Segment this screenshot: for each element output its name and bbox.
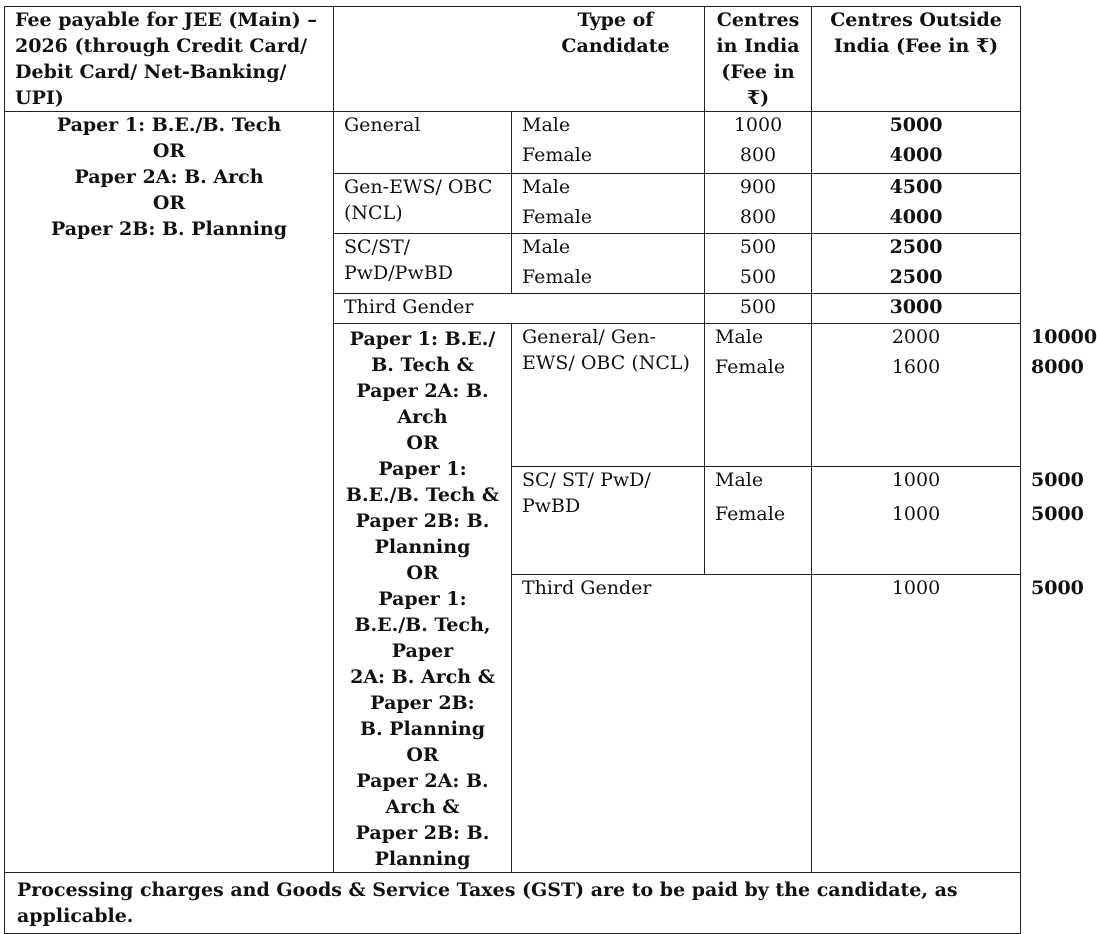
fee-india: 800 [739, 206, 777, 228]
fee-india-cell [705, 174, 812, 234]
paper-line: B. Planning [359, 718, 486, 740]
fee-outside: 4000 [889, 206, 943, 228]
fee-india-cell [705, 112, 812, 174]
fee-india: 500 [739, 266, 777, 288]
gender-male: Male [522, 176, 571, 198]
fee-india: 500 [705, 294, 812, 324]
category-cell: SC/ST/ PwD/PwBD [334, 234, 512, 294]
paper-line: 2A: B. Arch & Paper 2B: [350, 666, 495, 714]
paper-group-1 [5, 112, 334, 873]
category-cell [334, 112, 512, 174]
paper-line: Paper 2A: B. Arch & [356, 770, 489, 818]
header-centres-india: Centres in India (Fee in ₹) [705, 7, 812, 112]
gender-female: Female [522, 144, 593, 166]
fee-table [4, 6, 1097, 934]
gender-female: Female [715, 502, 786, 525]
gender-cell [705, 324, 812, 467]
fee-india: 1000 [891, 468, 941, 491]
paper-line: Paper 2B: B. Planning [50, 218, 288, 240]
paper-line: OR [152, 140, 186, 162]
gender-male: Male [715, 468, 764, 491]
paper-line: Paper 1: B.E./B. Tech [56, 114, 282, 136]
fee-outside: 5000 [889, 114, 943, 136]
gender-cell [512, 112, 705, 174]
category-cell: Gen-EWS/ OBC (NCL) [334, 174, 512, 234]
fee-india: 800 [739, 144, 777, 166]
fee-india: 1600 [891, 356, 941, 378]
paper-line: OR [406, 562, 439, 584]
paper-line: Paper 1: B.E./B. Tech, Paper [354, 588, 491, 662]
gender-female: Female [522, 266, 593, 288]
gender-female: Female [715, 356, 786, 378]
header-centres-outside: Centres Outside India (Fee in ₹) [812, 7, 1021, 112]
fee-outside: 2500 [889, 236, 943, 258]
fee-india: 900 [739, 176, 777, 198]
gender-female: Female [522, 206, 593, 228]
category-cell: SC/ ST/ PwD/ PwBD [512, 466, 705, 574]
fee-outside-cell [812, 112, 1021, 174]
paper-line: OR [152, 192, 186, 214]
category-cell: General/ Gen-EWS/ OBC (NCL) [512, 324, 705, 467]
category-general: General [344, 114, 421, 136]
gender-cell [705, 466, 812, 574]
paper-line: OR [406, 744, 439, 766]
category-third-gender: Third Gender [512, 574, 812, 872]
table-row: Paper 1: B.E./ B. Tech & Paper 2A: B. Arch OR Paper 1: B.E./B. Tech & Paper 2B: B. Planning OR Paper 1: B.E./B. Tech, Paper 2A: B. Arch & Paper 2B: B. Planning OR Paper 2A: B. Arch & Paper 2B: B. Planning General/ Gen-EWS/ OBC (NCL) Male Female 2000 1600 10000 8000 [5, 324, 1021, 467]
table-header-row [5, 7, 1021, 112]
paper-line: Paper 2B: B. Planning [355, 822, 490, 870]
fee-outside: 4500 [889, 176, 943, 198]
header-fee-payable: Fee payable for JEE (Main) – 2026 (through Credit Card/ Debit Card/ Net-Banking/ UPI) [5, 7, 334, 112]
fee-outside-cell [812, 174, 1021, 234]
header-type-of-candidate [334, 7, 705, 112]
gst-note: Processing charges and Goods & Service Taxes (GST) are to be paid by the candidate, as applicable. [5, 873, 1021, 934]
paper-line: OR [406, 432, 439, 454]
paper-line: Paper 2A: B. Arch [356, 380, 489, 428]
fee-india: 1000 [891, 502, 941, 525]
header-type-label: Type of Candidate [561, 9, 670, 57]
paper-line: Paper 1: B.E./B. Tech & [345, 458, 500, 506]
gender-male: Male [522, 236, 571, 258]
fee-india: 2000 [891, 326, 941, 348]
fee-outside: 2500 [889, 266, 943, 288]
fee-india-cell [812, 324, 1021, 467]
table-row: Third Gender 1000 5000 [5, 574, 1021, 872]
paper-line: Paper 1: B.E./ B. Tech & [349, 328, 496, 376]
fee-india-cell [812, 466, 1021, 574]
table-row: SC/ ST/ PwD/ PwBD Male Female 1000 1000 5000 5000 [5, 466, 1021, 574]
fee-outside: 3000 [812, 294, 1021, 324]
table-footer-row [5, 873, 1021, 934]
gender-cell [512, 174, 705, 234]
gender-male: Male [522, 114, 571, 136]
paper-line: Paper 2A: B. Arch [74, 166, 264, 188]
fee-india: 1000 [733, 114, 783, 136]
fee-india: 500 [739, 236, 777, 258]
fee-india: 1000 [812, 574, 1021, 872]
fee-india-cell [705, 234, 812, 294]
paper-group-2 [334, 324, 512, 873]
fee-outside: 4000 [889, 144, 943, 166]
gender-cell [512, 234, 705, 294]
table-row [5, 112, 1021, 174]
gender-male: Male [715, 326, 764, 348]
fee-outside-cell [812, 234, 1021, 294]
paper-line: Paper 2B: B. Planning [355, 510, 490, 558]
category-third-gender: Third Gender [334, 294, 705, 324]
